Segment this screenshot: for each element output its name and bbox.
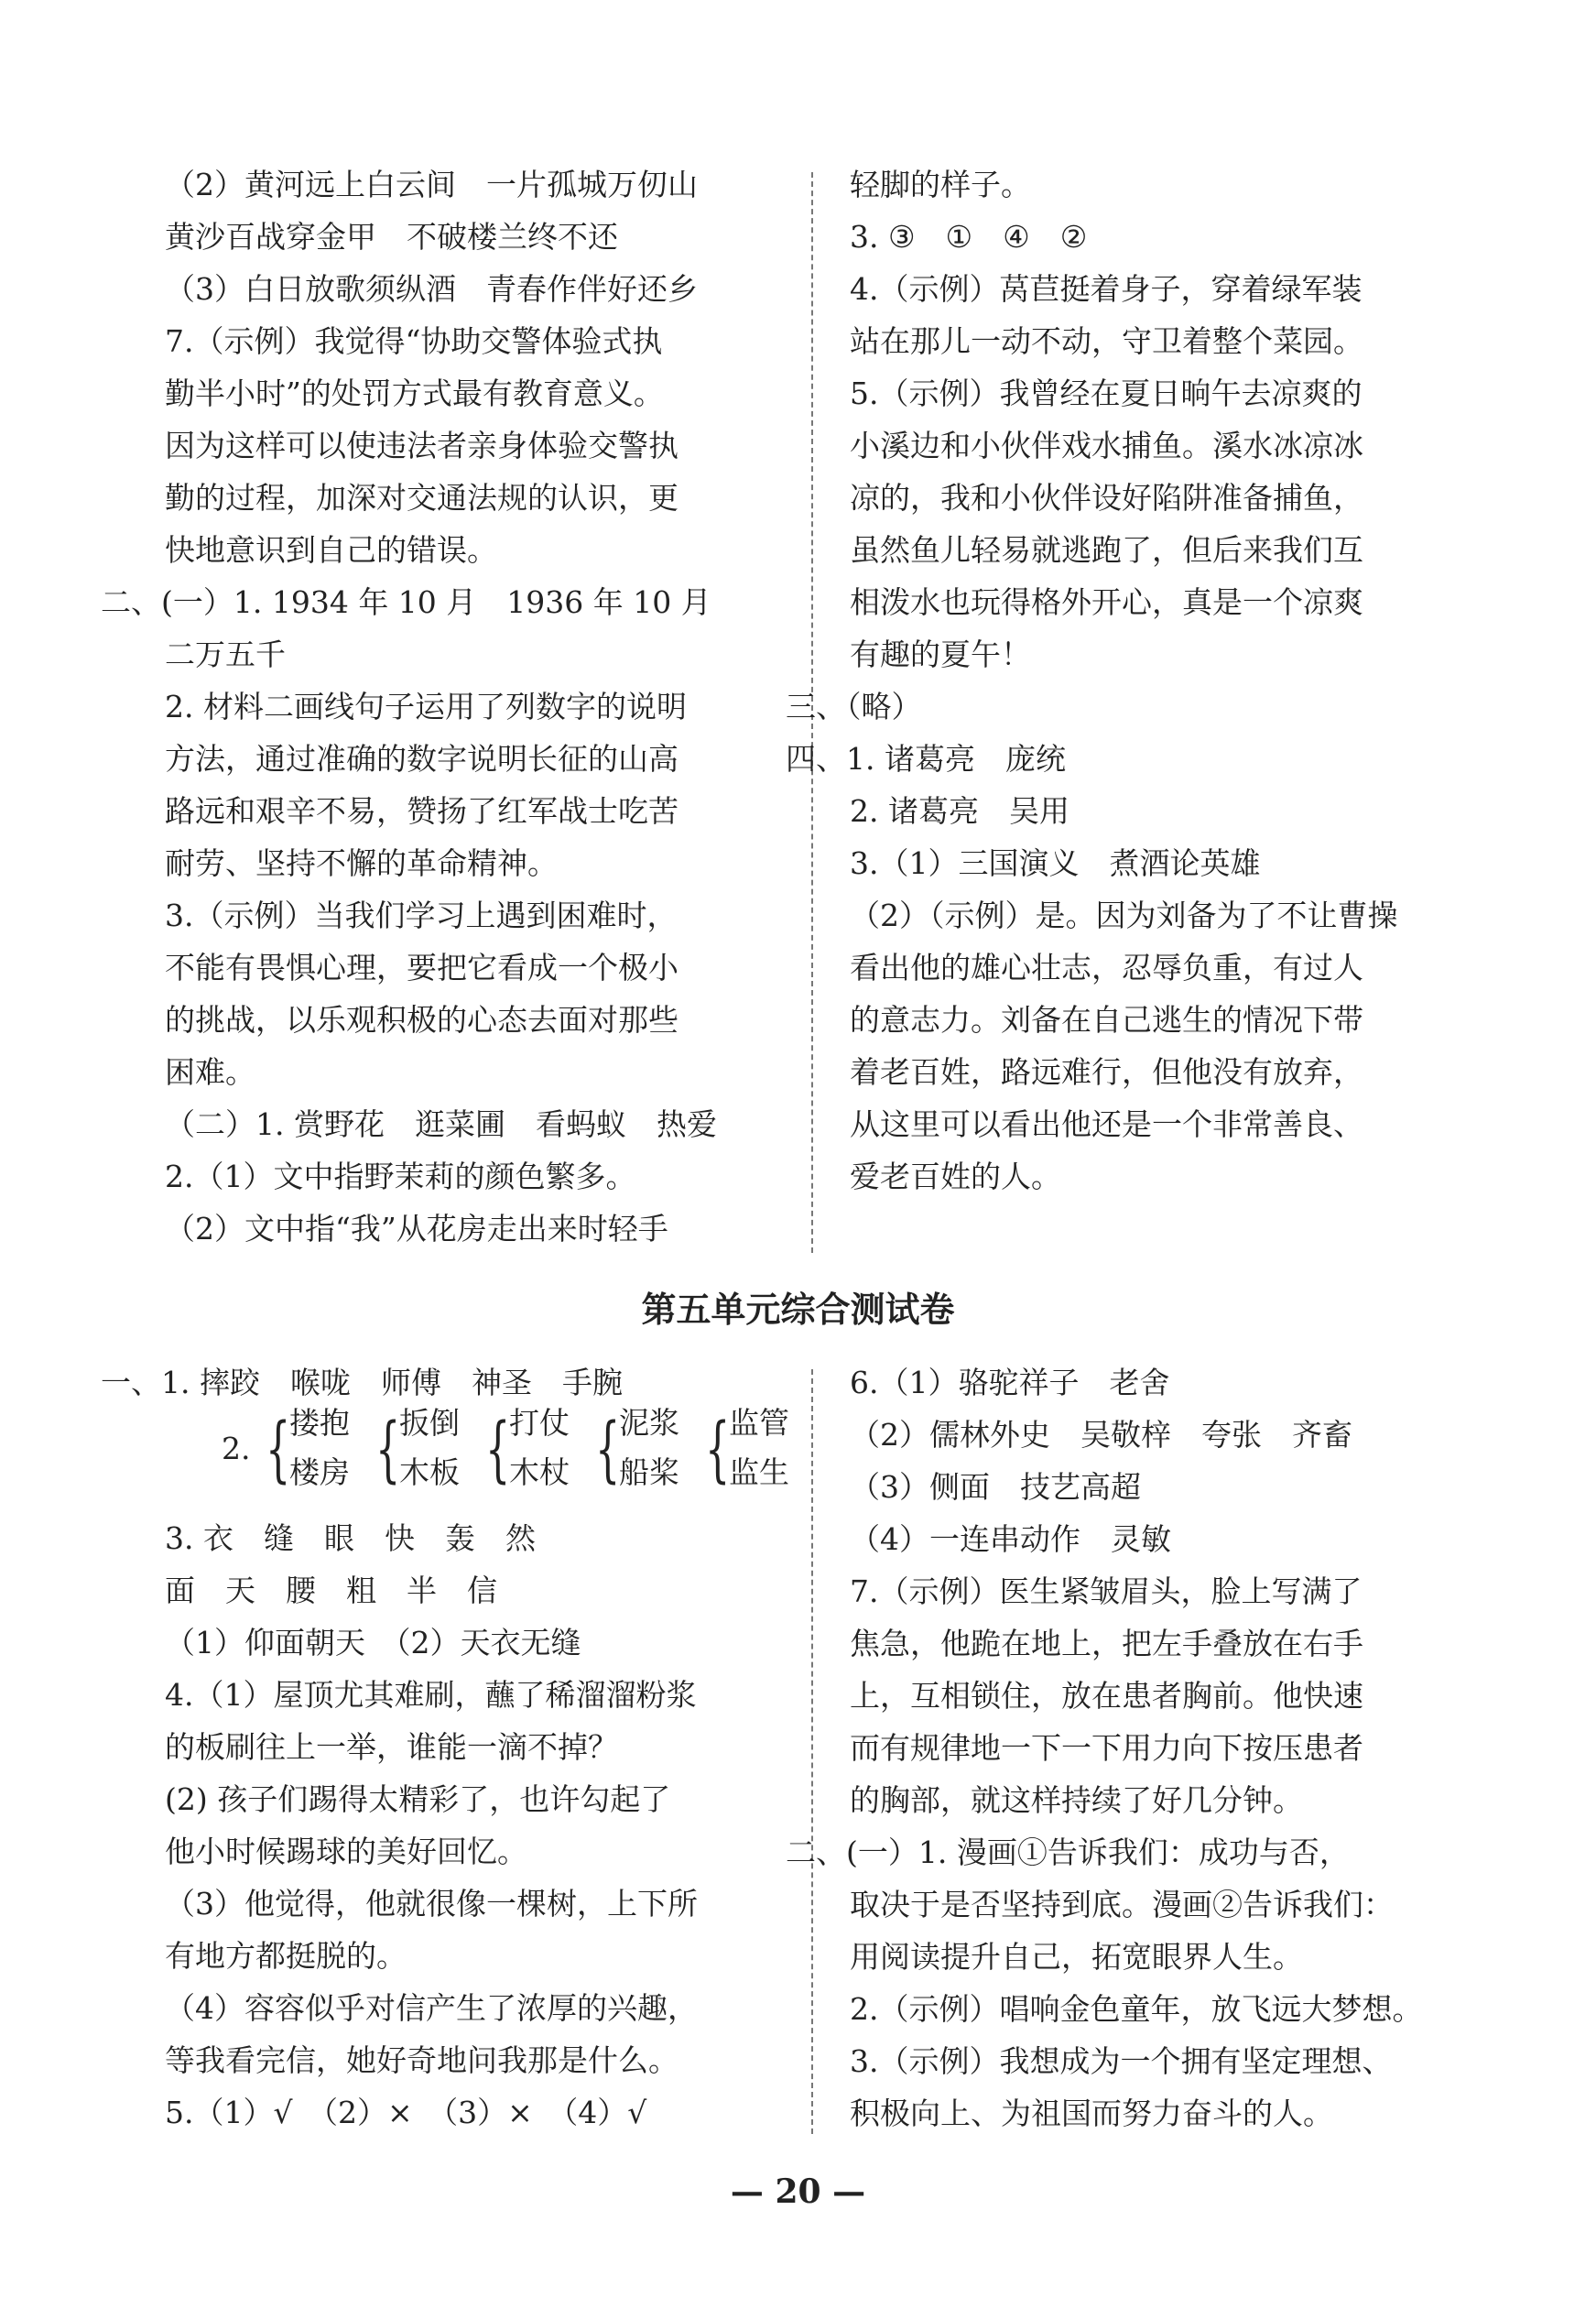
answer-line: 从这里可以看出他还是一个非常善良、: [850, 1106, 1363, 1142]
brace-mark: {: [595, 1409, 621, 1491]
answer-line: 他小时候踢球的美好回忆。: [165, 1834, 527, 1869]
q2-brace-group: [222, 1405, 789, 1493]
answer-line: 爱老百姓的人。: [850, 1159, 1061, 1194]
answer-line: 路远和艰辛不易，赞扬了红军战士吃苦: [165, 793, 679, 829]
answer-line: 面 天 腰 粗 半 信: [165, 1573, 497, 1608]
q2-word: 监生: [729, 1454, 789, 1490]
answer-line: 勤半小时”的处罚方式最有教育意义。: [165, 376, 664, 411]
answer-line: 7.（示例）医生紧皱眉头，脸上写满了: [850, 1573, 1363, 1609]
answer-line: 困难。: [165, 1054, 255, 1090]
page-number: — 20 —: [730, 2172, 866, 2211]
answer-line: 上，互相锁住，放在患者胸前。他快速: [850, 1678, 1363, 1714]
q2-word: 搂抱: [289, 1405, 350, 1441]
answer-line: 4.（1）屋顶尤其难刷，蘸了稀溜溜粉浆: [165, 1677, 697, 1713]
answer-line: 3.（1）三国演义 煮酒论英雄: [850, 845, 1261, 881]
brace-mark: {: [705, 1409, 731, 1491]
q2-word: 扳倒: [399, 1405, 460, 1441]
answer-line: 3.（示例）当我们学习上遇到困难时，: [165, 898, 678, 933]
answer-line: （1）仰面朝天 （2）天衣无缝: [165, 1625, 581, 1660]
answer-line: 6.（1）骆驼祥子 老舍: [850, 1365, 1170, 1400]
answer-line: 站在那儿一动不动，守卫着整个菜园。: [850, 323, 1363, 359]
answer-line: 快地意识到自己的错误。: [165, 532, 497, 568]
answer-line: 凉的，我和小伙伴设好陷阱准备捕鱼，: [850, 480, 1363, 516]
answer-line: 虽然鱼儿轻易就逃跑了，但后来我们互: [850, 532, 1363, 568]
q2-word: 泥浆: [619, 1405, 679, 1441]
answer-line: (2) 孩子们踢得太精彩了，也许勾起了: [165, 1781, 671, 1817]
answer-line: 2. 材料二画线句子运用了列数字的说明: [165, 689, 687, 724]
answer-line: 勤的过程，加深对交通法规的认识，更: [165, 480, 679, 516]
answer-line: 轻脚的样子。: [850, 167, 1031, 202]
answer-line: 2.（示例）唱响金色童年，放飞远大梦想。: [850, 1991, 1423, 2027]
answer-line: 7.（示例）我觉得“协助交警体验式执: [165, 323, 663, 359]
answer-line: 方法，通过准确的数字说明长征的山高: [165, 741, 679, 777]
answer-line: 3.（示例）我想成为一个拥有坚定理想、: [850, 2043, 1393, 2079]
answer-line: 有趣的夏午！: [850, 637, 1031, 672]
answer-line: 的板刷往上一举，谁能一滴不掉？: [165, 1729, 618, 1765]
answer-line: 一、1. 摔跤 喉咙 师傅 神圣 手腕: [101, 1365, 623, 1400]
answer-line: 积极向上、为祖国而努力奋斗的人。: [850, 2096, 1333, 2131]
answer-line: （4）容容似乎对信产生了浓厚的兴趣，: [165, 1990, 698, 2026]
answer-line: 5.（1）√ （2）× （3）× （4）√: [165, 2095, 647, 2130]
answer-line: 用阅读提升自己，拓宽眼界人生。: [850, 1939, 1303, 1975]
answer-line: 3. ③ ① ④ ②: [850, 219, 1088, 255]
answer-line: 耐劳、坚持不懈的革命精神。: [165, 845, 558, 881]
section-title: 第五单元综合测试卷: [641, 1289, 955, 1330]
answer-line: 着老百姓，路远难行，但他没有放弃，: [850, 1054, 1363, 1090]
answer-line: （2）文中指“我”从花房走出来时轻手: [165, 1211, 668, 1247]
answer-line: （2）儒林外史 吴敬梓 夸张 齐畜: [850, 1417, 1352, 1453]
answer-line: （2）（示例）是。因为刘备为了不让曹操: [850, 898, 1398, 933]
answer-line: 焦急，他跪在地上，把左手叠放在右手: [850, 1626, 1363, 1661]
q2-word: 船桨: [619, 1454, 679, 1490]
answer-line: 的意志力。刘备在自己逃生的情况下带: [850, 1002, 1363, 1038]
answer-line: （3）白日放歌须纵酒 青春作伴好还乡: [165, 271, 698, 307]
q2-word: 打仗: [509, 1405, 570, 1441]
answer-line: 因为这样可以使违法者亲身体验交警执: [165, 428, 679, 463]
answer-line: 黄沙百战穿金甲 不破楼兰终不还: [165, 219, 618, 255]
answer-line: （二）1. 赏野花 逛菜圃 看蚂蚁 热爱: [165, 1106, 717, 1142]
answer-line: 2. 诸葛亮 吴用: [850, 793, 1069, 829]
answer-line: 二万五千: [165, 637, 286, 672]
q2-word: 楼房: [289, 1454, 350, 1490]
q2-label: 2.: [222, 1431, 251, 1466]
answer-line: 2.（1）文中指野茉莉的颜色繁多。: [165, 1159, 636, 1194]
answer-line: 三、（略）: [786, 689, 922, 724]
answer-line: （2）黄河远上白云间 一片孤城万仞山: [165, 167, 698, 202]
answer-line: 看出他的雄心壮志，忍辱负重，有过人: [850, 950, 1363, 985]
answer-line: 四、1. 诸葛亮 庞统: [786, 741, 1066, 777]
q2-word: 监管: [729, 1405, 789, 1441]
answer-line: 的胸部，就这样持续了好几分钟。: [850, 1782, 1303, 1818]
answer-line: 3. 衣 缝 眼 快 轰 然: [165, 1520, 536, 1556]
answer-line: 等我看完信，她好奇地问我那是什么。: [165, 2042, 679, 2078]
brace-mark: {: [266, 1409, 291, 1491]
answer-line: 的挑战，以乐观积极的心态去面对那些: [165, 1002, 679, 1038]
answer-line: 二、(一）1. 漫画①告诉我们：成功与否，: [786, 1834, 1350, 1870]
answer-line: 4.（示例）莴苣挺着身子，穿着绿军装: [850, 271, 1363, 307]
answer-line: （4）一连串动作 灵敏: [850, 1521, 1171, 1557]
brace-mark: {: [485, 1409, 511, 1491]
answer-line: （3）侧面 技艺高超: [850, 1469, 1141, 1505]
answer-line: 相泼水也玩得格外开心，真是一个凉爽: [850, 584, 1363, 620]
q2-word: 木杖: [509, 1454, 570, 1490]
column-divider-bottom: [811, 1369, 813, 2134]
q2-word: 木板: [399, 1454, 460, 1490]
answer-line: 5.（示例）我曾经在夏日晌午去凉爽的: [850, 376, 1363, 411]
answer-line: 二、(一）1. 1934 年 10 月 1936 年 10 月: [101, 584, 711, 620]
answer-line: 小溪边和小伙伴戏水捕鱼。溪水冰凉冰: [850, 428, 1363, 463]
answer-line: 有地方都挺脱的。: [165, 1938, 407, 1974]
answer-line: 而有规律地一下一下用力向下按压患者: [850, 1730, 1363, 1766]
answer-line: 不能有畏惧心理，要把它看成一个极小: [165, 950, 679, 985]
answer-line: （3）他觉得，他就很像一棵树，上下所: [165, 1886, 698, 1922]
answer-line: 取决于是否坚持到底。漫画②告诉我们：: [850, 1887, 1394, 1922]
brace-mark: {: [375, 1409, 401, 1491]
